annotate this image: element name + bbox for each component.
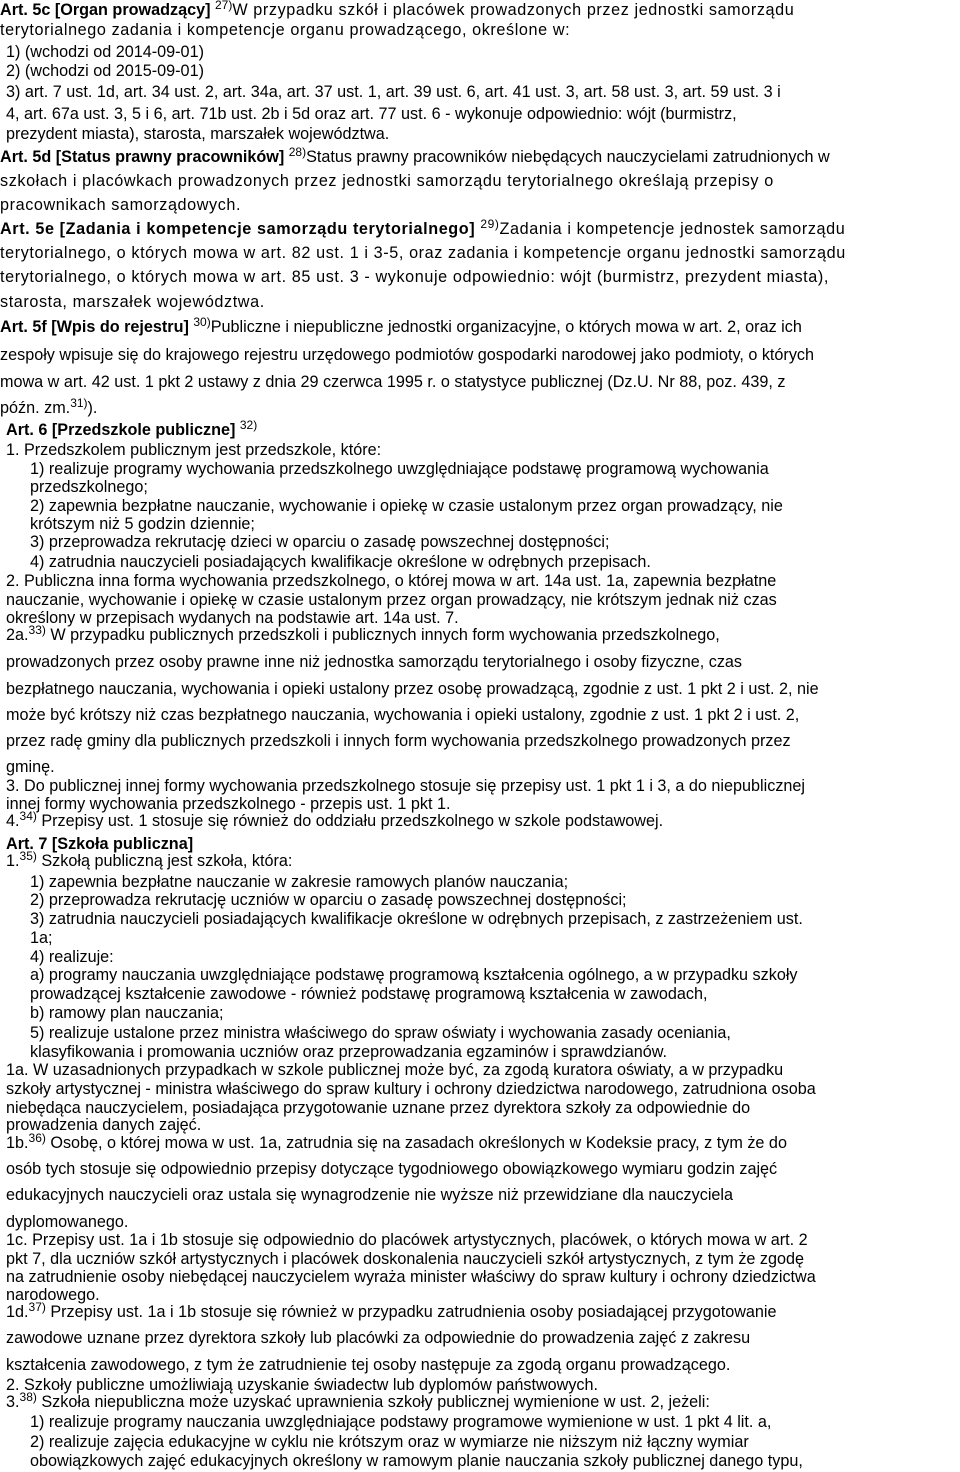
text-line: prowadzącej kształcenie zawodowe - również podstawę programową kształcenia w zawodach, (30, 985, 708, 1003)
article-heading: Art. 5d [Status prawny pracowników] (0, 148, 289, 166)
paragraph-line (6, 1392, 710, 1412)
text-line: kształcenia zawodowego, z tym że zatrudnienie tej osoby następuje za zgodą organu prowadzącego. (6, 1356, 731, 1374)
text: Osobę, o której mowa w ust. 1a, zatrudnia się na zasadach określonych w Kodeksie pracy, z tym że do (45, 1134, 787, 1152)
art-5e-heading-line (0, 219, 845, 239)
text-line: gminę. (6, 758, 55, 776)
paragraph-line: 2. Szkoły publiczne umożliwiają uzyskanie świadectw lub dyplomów państwowych. (6, 1376, 599, 1394)
text-line: przez radę gminy dla publicznych przedszkoli i innych form wychowania przedszkolnego prowadzonych przez (6, 732, 791, 750)
paragraph-line: 1. Przedszkolem publicznym jest przedszkole, które: (6, 441, 382, 459)
footnote-ref: 32) (239, 418, 258, 432)
text-line: terytorialnego, o których mowa w art. 82 ust. 1 i 3-5, oraz zadania i kompetencje organu jednostki samorządu (0, 244, 846, 262)
footnote-ref: 30) (193, 315, 211, 329)
point-line: 1) realizuje programy nauczania uwzględniające podstawy programowe wymienione w ust. 1 pkt 4 lit. a, (30, 1413, 772, 1431)
footnote-ref: 31) (70, 396, 88, 410)
art-5c-heading-line (0, 0, 794, 20)
text-line: krótszym niż 5 godzin dziennie; (30, 515, 255, 533)
text: Publiczne i niepubliczne jednostki organizacyjne, o których mowa w art. 2, oraz ich (210, 318, 802, 336)
text: W przypadku publicznych przedszkoli i publicznych innych form wychowania przedszkolnego, (45, 626, 720, 644)
footnote-ref: 37) (28, 1300, 46, 1314)
text-line: niebędąca nauczycielem, posiadająca przygotowanie uznane przez dyrektora szkoły za odpowiednie do (6, 1099, 751, 1117)
text-line: edukacyjnych nauczycieli oraz ustala się wynagrodzenie nie wyższe niż przewidziane dla nauczyciela (6, 1186, 734, 1204)
text-line: zawodowe uznane przez dyrektora szkoły lub placówki za odpowiednie do prowadzenia zajęć z zakresu (6, 1329, 751, 1347)
text-line: mowa w art. 42 ust. 1 pkt 2 ustawy z dnia 29 czerwca 1995 r. o statystyce publicznej (Dz.U. Nr 88, poz. 439, z (0, 373, 786, 391)
text-line: określony w przepisach wydanych na podstawie art. 14a ust. 7. (6, 609, 459, 627)
text: 2a. (6, 626, 29, 644)
text: 4. (6, 812, 20, 830)
paragraph-line (6, 625, 720, 645)
text-line: prezydent miasta), starosta, marszałek województwa. (6, 125, 390, 143)
paragraph-line: 2. Publiczna inna forma wychowania przedszkolnego, o której mowa w art. 14a ust. 1a, zapewnia bezpłatne (6, 572, 777, 590)
point-line: 1) (wchodzi od 2014-09-01) (6, 43, 204, 61)
footnote-ref: 28) (288, 145, 307, 159)
text-line: osób tych stosuje się odpowiednio przepisy dotyczące tygodniowego obowiązkowego wymiaru godzin zajęć (6, 1160, 778, 1178)
text: Szkoła niepubliczna może uzyskać uprawnienia szkoły publicznej wymienione w ust. 2, jeżeli: (36, 1393, 710, 1411)
text: 3. (6, 1393, 20, 1411)
article-heading: Art. 7 [Szkoła publiczna] (6, 835, 194, 853)
text-line: prowadzenia danych zajęć. (6, 1116, 202, 1134)
article-heading: Art. 5c [Organ prowadzący] (0, 1, 215, 19)
point-line: 2) (wchodzi od 2015-09-01) (6, 62, 204, 80)
text-line: narodowego. (6, 1286, 100, 1304)
footnote-ref: 34) (19, 809, 37, 823)
text-line: klasyfikowania i promowania uczniów oraz przeprowadzania egzaminów i sprawdzianów. (30, 1043, 668, 1061)
art-5f-heading-line (0, 317, 802, 337)
text-line: bezpłatnego nauczania, wychowania i opieki ustalony przez osobę prowadzącą, zgodnie z ust. 1 pkt 2 i ust. 2, nie (6, 680, 819, 698)
text-line: przedszkolnego; (30, 478, 148, 496)
point-line: 5) realizuje ustalone przez ministra właściwego do spraw oświaty i wychowania zasady oceniania, (30, 1024, 731, 1042)
point-line: 4) realizuje: (30, 948, 114, 966)
letter-line: b) ramowy plan nauczania; (30, 1004, 224, 1022)
text-line: może być krótszy niż czas bezpłatnego nauczania, wychowania i opieki ustalony, zgodnie z ust. 1 pkt 2 i ust. 2, (6, 706, 800, 724)
text: późn. zm. (0, 399, 71, 417)
paragraph-line (6, 1133, 787, 1153)
text-line: 4, art. 67a ust. 3, 5 i 6, art. 71b ust. 2b i 5d oraz art. 77 ust. 6 - wykonuje odpowiednio: wójt (burmistrz, (6, 105, 737, 123)
art-5d-heading-line (0, 147, 830, 167)
paragraph-line (6, 851, 292, 871)
text: 1d. (6, 1303, 29, 1321)
point-line: 4) zatrudnia nauczycieli posiadających kwalifikacje określone w odrębnych przepisach. (30, 553, 651, 571)
text-line: 1a; (30, 929, 53, 947)
footnote-ref: 33) (28, 623, 46, 637)
point-line: 3) art. 7 ust. 1d, art. 34 ust. 2, art. 34a, art. 37 ust. 1, art. 39 ust. 6, art. 41 ust. 3, art. 58 ust. 3, art. 59 ust. 3 i (6, 83, 781, 101)
point-line: 1) realizuje programy wychowania przedszkolnego uwzględniające podstawę programową wychowania (30, 460, 769, 478)
text: Szkołą publiczną jest szkoła, która: (36, 852, 293, 870)
text-line (0, 398, 97, 418)
footnote-ref: 29) (480, 217, 500, 231)
article-heading: Art. 5f [Wpis do rejestru] (0, 318, 194, 336)
point-line: 2) przeprowadza rekrutację uczniów w oparciu o zasadę powszechnej dostępności; (30, 891, 627, 909)
text-line: pracownikach samorządowych. (0, 196, 242, 214)
footnote-ref: 38) (19, 1390, 37, 1404)
letter-line: a) programy nauczania uwzględniające podstawę programową kształcenia ogólnego, a w przypadku szkoły (30, 966, 798, 984)
text-line: pkt 7, dla uczniów szkół artystycznych i placówek doskonalenia nauczycieli szkół artystycznych, z tym że zgodę (6, 1250, 805, 1268)
text-line: innej formy wychowania przedszkolnego - przepis ust. 1 pkt 1. (6, 795, 451, 813)
article-heading: Art. 6 [Przedszkole publiczne] (6, 421, 240, 439)
text-line: obowiązkowych zajęć edukacyjnych określony w ramowym planie nauczania szkoły publicznej danego typu, (30, 1452, 803, 1470)
text-line: zespoły wpisuje się do krajowego rejestru urzędowego podmiotów gospodarki narodowej jako podmioty, o których (0, 346, 815, 364)
text-line: starosta, marszałek województwa. (0, 293, 265, 311)
article-heading: Art. 5e [Zadania i kompetencje samorządu terytorialnego] (0, 220, 481, 238)
paragraph-line: 1a. W uzasadnionych przypadkach w szkole publicznej może być, za zgodą kuratora oświaty, a w przypadku (6, 1061, 784, 1079)
text: 1b. (6, 1134, 29, 1152)
text-line: prowadzonych przez osoby prawne inne niż jednostka samorządu terytorialnego i osoby fizyczne, czas (6, 653, 743, 671)
paragraph-line (6, 811, 663, 831)
text: Status prawny pracowników niebędących nauczycielami zatrudnionych w (306, 148, 830, 166)
point-line: 1) zapewnia bezpłatne nauczanie w zakresie ramowych planów nauczania; (30, 873, 569, 891)
text: W przypadku szkół i placówek prowadzonych przez jednostki samorządu (232, 1, 795, 19)
text: ). (87, 399, 98, 417)
text-line: nauczanie, wychowanie i opiekę w czasie ustalonym przez organ prowadzący, nie krótszym jednak niż czas (6, 591, 777, 609)
text: Przepisy ust. 1 stosuje się również do oddziału przedszkolnego w szkole podstawowej. (36, 812, 664, 830)
art-6-heading-line (6, 420, 257, 440)
footnote-ref: 36) (28, 1131, 46, 1145)
text: Przepisy ust. 1a i 1b stosuje się również w przypadku zatrudnienia osoby posiadającej przygotowanie (45, 1303, 777, 1321)
text: 1. (6, 852, 20, 870)
point-line: 2) zapewnia bezpłatne nauczanie, wychowanie i opiekę w czasie ustalonym przez organ prowadzący, nie (30, 497, 783, 515)
text: Zadania i kompetencje jednostek samorządu (499, 220, 846, 238)
paragraph-line (6, 1302, 777, 1322)
text-line: na zatrudnienie osoby niebędącej nauczycielem wyraża minister właściwy do spraw kultury i ochrony dziedzictwa (6, 1268, 816, 1286)
point-line: 3) przeprowadza rekrutację dzieci w oparciu o zasadę powszechnej dostępności; (30, 533, 610, 551)
text-line: dyplomowanego. (6, 1213, 129, 1231)
paragraph-line: 3. Do publicznej innej formy wychowania przedszkolnego stosuje się przepisy ust. 1 pkt 1 i 3, a do niepublicznej (6, 777, 806, 795)
point-line: 2) realizuje zajęcia edukacyjne w cyklu nie krótszym oraz w wymiarze nie niższym niż łączny wymiar (30, 1433, 749, 1451)
text-line: szkoły artystycznej - ministra właściwego do spraw kultury i ochrony dziedzictwa narodowego, zatrudniona osoba (6, 1080, 816, 1098)
text-line: szkołach i placówkach prowadzonych przez jednostki samorządu terytorialnego określają przepisy o (0, 172, 774, 190)
point-line: 3) zatrudnia nauczycieli posiadających kwalifikacje określone w odrębnych przepisach, z zastrzeżeniem ust. (30, 910, 803, 928)
footnote-ref: 35) (19, 849, 37, 863)
footnote-ref: 27) (214, 0, 233, 12)
paragraph-line: 1c. Przepisy ust. 1a i 1b stosuje się odpowiednio do placówek artystycznych, placówek, o których mowa w art. 2 (6, 1231, 808, 1249)
text-line: terytorialnego, o których mowa w art. 85 ust. 3 - wykonuje odpowiednio: wójt (burmistrz, prezydent miasta), (0, 268, 829, 286)
text-line: terytorialnego zadania i kompetencje organu prowadzącego, określone w: (0, 21, 571, 39)
